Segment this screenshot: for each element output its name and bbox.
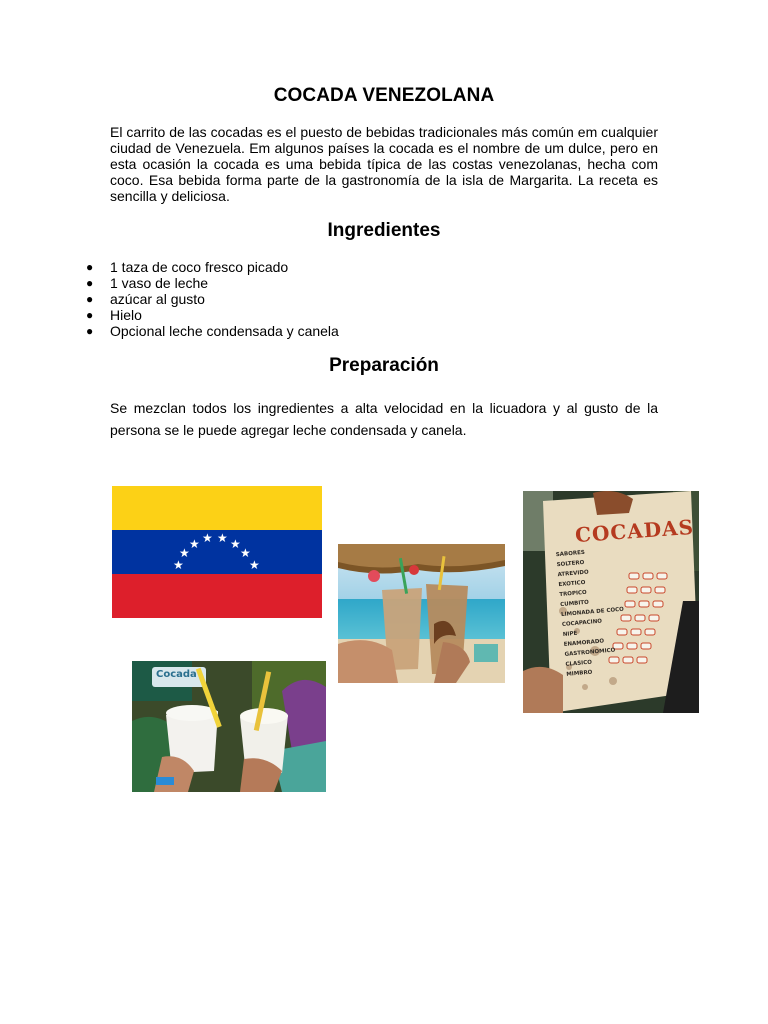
intro-paragraph: El carrito de las cocadas es el puesto de bebidas tradicionales más común em cualquier ciudad de Venezuela. Em algunos países la cocada es el nombre de um dulce, pero en esta ocasión la cocada es uma bebida típica de las costas venezolanas, hecha com coco. Esa bebida forma parte de la gastronomía de la isla de Margarita. La receta es sencilla y deliciosa. — [110, 124, 658, 204]
ingredient-text: 1 vaso de leche — [110, 275, 209, 291]
preparation-heading: Preparación — [329, 355, 439, 376]
ingredient-item — [0, 323, 700, 339]
ingredients-heading: Ingredientes — [327, 220, 441, 241]
star-icon: ★ — [240, 546, 251, 560]
preparation-paragraph: Se mezclan todos los ingredientes a alta velocidad en la licuadora y al gusto de la persona se le puede agregar leche condensada y canela. — [110, 400, 658, 438]
ingredient-text: Hielo — [110, 307, 142, 323]
menu-row: TROPICO — [559, 589, 588, 599]
flag-stars — [112, 530, 322, 574]
flag-yellow-stripe — [112, 486, 322, 530]
star-icon: ★ — [249, 558, 260, 572]
cocadas-menu-photo — [523, 491, 699, 713]
ingredient-item — [0, 291, 700, 307]
menu-row: SOLTERO — [556, 559, 585, 569]
menu-row: EXOTICO — [558, 579, 586, 589]
menu-title: COCADAS — [574, 514, 695, 548]
ingredient-text: azúcar al gusto — [110, 291, 205, 307]
ingredients-list — [0, 259, 700, 339]
star-icon: ★ — [189, 537, 200, 551]
venezuela-flag-image — [112, 486, 322, 618]
star-icon: ★ — [230, 537, 241, 551]
page-title: COCADA VENEZOLANA — [273, 85, 495, 106]
menu-row: LIMONADA DE COCO — [560, 606, 625, 619]
ingredient-item — [0, 259, 700, 275]
cocada-cups-photo — [132, 661, 326, 792]
bullet-icon: ● — [86, 308, 94, 322]
menu-row: SABORES — [555, 549, 586, 559]
bullet-icon: ● — [86, 260, 94, 274]
menu-row: CUMBITO — [560, 599, 590, 609]
beach-drinks-photo — [338, 544, 505, 683]
bullet-icon: ● — [86, 324, 94, 338]
star-icon: ★ — [202, 531, 213, 545]
ingredient-item — [0, 307, 700, 323]
menu-row: ENAMORADO — [563, 638, 605, 648]
cups-sign-text: Cocada — [156, 669, 197, 680]
ingredient-text: 1 taza de coco fresco picado — [110, 259, 289, 275]
bullet-icon: ● — [86, 292, 94, 306]
star-icon: ★ — [179, 546, 190, 560]
menu-row: GASTRONOMICO — [564, 647, 616, 658]
flag-red-stripe — [112, 574, 322, 618]
menu-row: MIMBRO — [566, 669, 593, 678]
ingredient-text: Opcional leche condensada y canela — [110, 323, 339, 339]
menu-row: COCAPACINO — [561, 618, 603, 629]
menu-row: CLASICO — [565, 659, 593, 668]
ingredient-item — [0, 275, 700, 291]
menu-row: NIPE — [562, 630, 578, 638]
star-icon: ★ — [217, 531, 228, 545]
menu-rows — [555, 544, 636, 680]
star-icon: ★ — [173, 558, 184, 572]
menu-row: ATREVIDO — [557, 569, 589, 579]
bullet-icon: ● — [86, 276, 94, 290]
